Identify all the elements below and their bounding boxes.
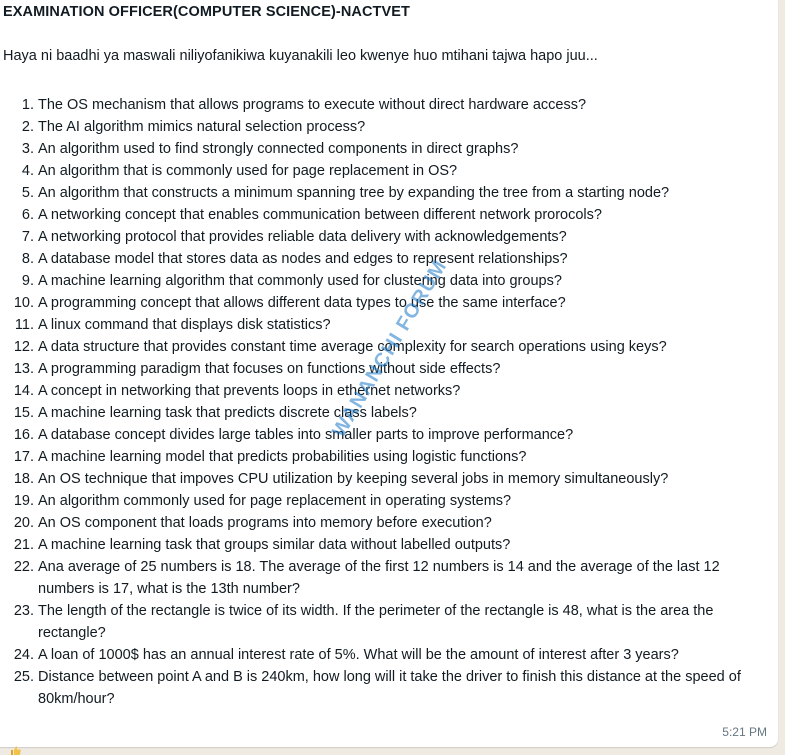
question-item [0,336,760,358]
question-text: The OS mechanism that allows programs to execute without direct hardware access? [38,97,587,113]
question-item [0,204,760,226]
question-item [0,182,760,204]
question-text: An algorithm that constructs a minimum spanning tree by expanding the tree from a starting node? [38,185,670,201]
question-text: An algorithm that is commonly used for page replacement in OS? [38,163,458,179]
question-number: 17. [13,449,34,465]
question-number: 2. [21,119,34,135]
message-intro: Haya ni baadhi ya maswali niliyofanikiwa kuyanakili leo kwenye huo mtihani tajwa hapo juu... [3,48,598,64]
question-item [0,116,760,138]
question-item [0,402,760,424]
question-number: 18. [13,471,34,487]
question-item [0,534,760,556]
question-number: 5. [21,185,34,201]
question-number: 11. [14,317,34,333]
question-text: The length of the rectangle is twice of its width. If the perimeter of the rectangle is 48, what is the area the rectangle? [38,603,714,641]
question-text: A database model that stores data as nodes and edges to represent relationships? [38,251,568,267]
message-timestamp: 5:21 PM [722,725,767,739]
question-item [0,556,760,600]
question-list [0,94,760,710]
question-text: An OS component that loads programs into memory before execution? [38,515,492,531]
question-item [0,424,760,446]
question-item [0,292,760,314]
question-text: The AI algorithm mimics natural selection process? [38,119,366,135]
question-number: 3. [21,141,34,157]
question-item [0,358,760,380]
question-text: A data structure that provides constant time average complexity for search operations using keys? [38,339,667,355]
question-number: 6. [21,207,34,223]
question-item [0,644,760,666]
question-number: 9. [21,273,34,289]
question-text: An algorithm commonly used for page replacement in operating systems? [38,493,512,509]
question-text: Ana average of 25 numbers is 18. The average of the first 12 numbers is 14 and the average of the last 12 numbers is 17, what is the 13th number? [38,559,720,597]
question-text: An algorithm used to find strongly connected components in direct graphs? [38,141,519,157]
question-text: A loan of 1000$ has an annual interest rate of 5%. What will be the amount of interest after 3 years? [38,647,679,663]
question-item [0,94,760,116]
question-text: A machine learning task that groups similar data without labelled outputs? [38,537,511,553]
question-number: 19. [13,493,34,509]
question-item [0,160,760,182]
question-number: 25. [13,669,34,685]
question-number: 23. [13,603,34,619]
question-text: A machine learning model that predicts probabilities using logistic functions? [38,449,527,465]
question-item [0,446,760,468]
question-text: A linux command that displays disk statistics? [38,317,331,333]
question-number: 14. [13,383,34,399]
question-item [0,600,760,644]
question-text: A programming concept that allows different data types to use the same interface? [38,295,566,311]
question-item [0,380,760,402]
question-number: 16. [13,427,34,443]
question-number: 13. [13,361,34,377]
question-item [0,490,760,512]
question-number: 7. [21,229,34,245]
question-text: A programming paradigm that focuses on functions without side effects? [38,361,501,377]
question-text: A machine learning task that predicts discrete class labels? [38,405,417,421]
message-title: EXAMINATION OFFICER(COMPUTER SCIENCE)-NACTVET [3,4,411,20]
question-text: A networking concept that enables communication between different network prorocols? [38,207,602,223]
question-item [0,468,760,490]
question-text: Distance between point A and B is 240km, how long will it take the driver to finish this distance at the speed of 80km/hour? [38,669,741,707]
question-number: 10. [13,295,34,311]
question-number: 15. [13,405,34,421]
question-text: A database concept divides large tables into smaller parts to improve performance? [38,427,574,443]
question-number: 8. [21,251,34,267]
question-item [0,666,760,710]
question-number: 22. [13,559,34,575]
question-number: 1. [21,97,34,113]
question-text: A machine learning algorithm that commonly used for clustering data into groups? [38,273,562,289]
question-item [0,226,760,248]
question-number: 12. [13,339,34,355]
question-text: A concept in networking that prevents loops in ethernet networks? [38,383,461,399]
question-number: 4. [21,163,34,179]
question-number: 24. [13,647,34,663]
thumbs-up-icon[interactable] [10,746,22,755]
watermark-text: WANANCHI FORUM [328,256,452,442]
question-item [0,138,760,160]
question-number: 20. [13,515,34,531]
question-item [0,314,760,336]
question-item [0,512,760,534]
question-text: A networking protocol that provides reliable data delivery with acknowledgements? [38,229,567,245]
question-item [0,270,760,292]
question-number: 21. [13,537,34,553]
question-text: An OS technique that impoves CPU utilization by keeping several jobs in memory simultaneously? [38,471,669,487]
question-item [0,248,760,270]
